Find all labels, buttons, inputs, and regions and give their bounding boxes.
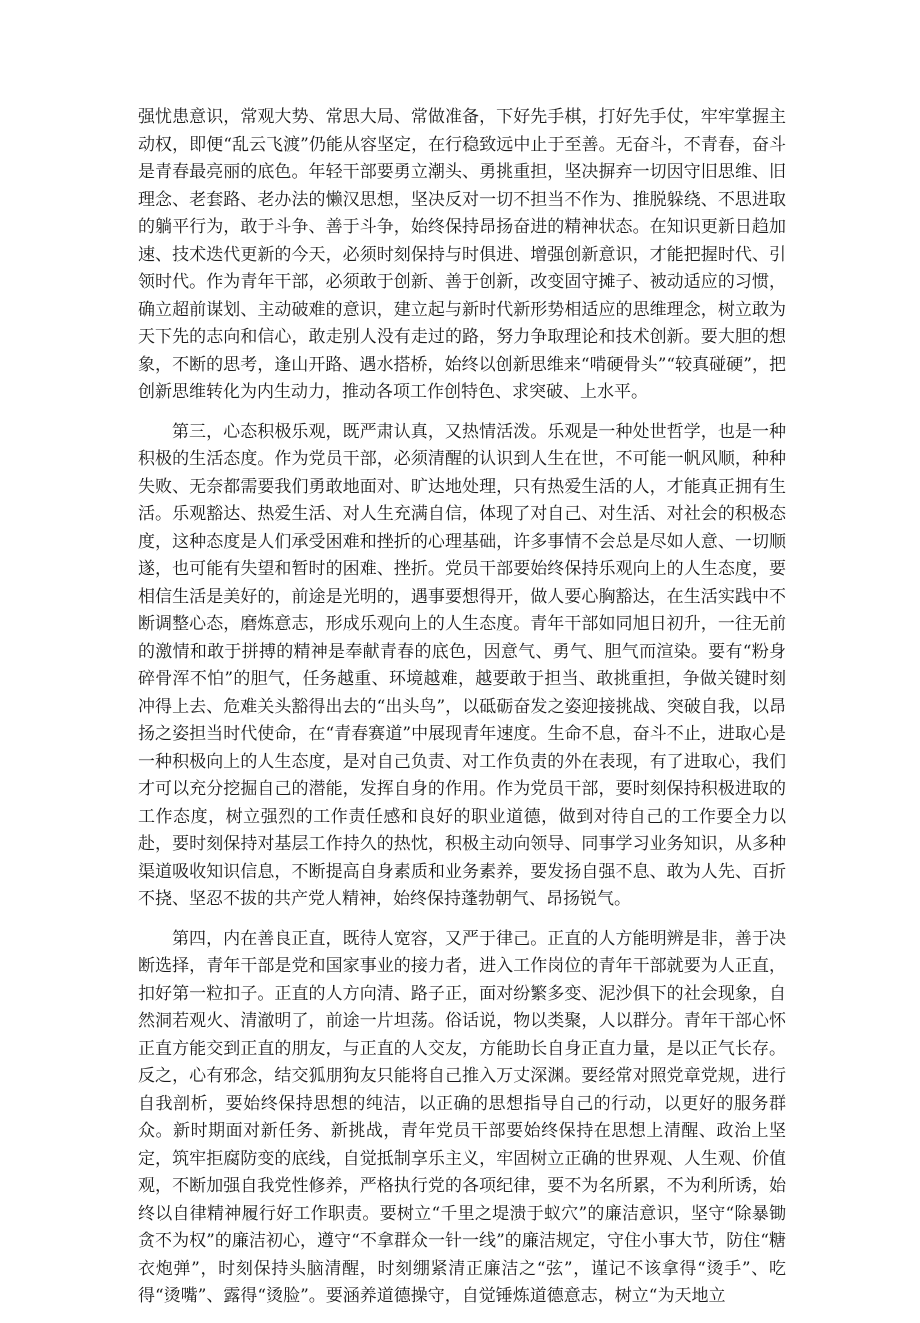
document-body [138, 104, 786, 1323]
paragraph-1: 强忧患意识，常观大势、常思大局、常做准备，下好先手棋，打好先手仗，牢牢掌握主动权，即便“乱云飞渡”仍能从容坚定，在行稳致远中止于至善。无奋斗，不青春，奋斗是青春最亮丽的底色。年轻干部要勇立潮头、勇挑重担，坚决摒弃一切因守旧思维、旧理念、老套路、老办法的懒汉思想，坚决反对一切不担当不作为、推脱躲绕、不思进取的躺平行为，敢于斗争、善于斗争，始终保持昂扬奋进的精神状态。在知识更新日趋加速、技术迭代更新的今天，必须时刻保持与时俱进、增强创新意识，才能把握时代、引领时代。作为青年干部，必须敢于创新、善于创新，改变固守摊子、被动适应的习惯，确立超前谋划、主动破难的意识，建立起与新时代新形势相适应的思维理念，树立敢为天下先的志向和信心，敢走别人没有走过的路，努力争取理论和技术创新。要大胆的想象，不断的思考，逢山开路、遇水搭桥，始终以创新思维来“啃硬骨头”“较真碰硬”，把创新思维转化为内生动力，推动各项工作创特色、求突破、上水平。 [138, 107, 786, 402]
paragraph-3: 第四，内在善良正直，既待人宽容，又严于律己。正直的人方能明辨是非，善于决断选择，青年干部是党和国家事业的接力者，进入工作岗位的青年干部就要为人正直，扣好第一粒扣子。正直的人方向清、路子正，面对纷繁多变、泥沙俱下的社会现象，自然洞若观火、清澈明了，前途一片坦荡。俗话说，物以类聚，人以群分。青年干部心怀正直方能交到正直的朋友，与正直的人交友，方能助长自身正直力量，是以正气长存。反之，心有邪念，结交狐朋狗友只能将自己推入万丈深渊。要经常对照党章党规，进行自我剖析，要始终保持思想的纯洁，以正确的思想指导自己的行动，以更好的服务群众。新时期面对新任务、新挑战，青年党员干部要始终保持在思想上清醒、政治上坚定，筑牢拒腐防变的底线，自觉抵制享乐主义，牢固树立正确的世界观、人生观、价值观，不断加强自我党性修养，严格执行党的各项纪律，要不为名所累，不为利所诱，始终以自律精神履行好工作职责。要树立“千里之堤溃于蚁穴”的廉洁意识，坚守“除暴锄贪不为权”的廉洁初心，遵守“不拿群众一针一线”的廉洁规定，守住小事大节，防住“糖衣炮弹”，时刻保持头脑清醒，时刻绷紧清正廉洁之“弦”，谨记不该拿得“烫手”、吃得“烫嘴”、露得“烫脸”。要涵养道德操守，自觉锤炼道德意志，树立“为天地立 [138, 928, 786, 1306]
paragraph-2: 第三，心态积极乐观，既严肃认真，又热情活泼。乐观是一种处世哲学，也是一种积极的生活态度。作为党员干部，必须清醒的认识到人生在世，不可能一帆风顺，种种失败、无奈都需要我们勇敢地面对、旷达地处理，只有热爱生活的人，才能真正拥有生活。乐观豁达、热爱生活、对人生充满自信，体现了对自己、对生活、对社会的积极态度，这种态度是人们承受困难和挫折的心理基础，许多事情不会总是尽如人意、一切顺遂，也可能有失望和暂时的困难、挫折。党员干部要始终保持乐观向上的人生态度，要相信生活是美好的，前途是光明的，遇事要想得开，做人要心胸豁达，在生活实践中不断调整心态，磨炼意志，形成乐观向上的人生态度。青年干部如同旭日初升，一往无前的激情和敢于拼搏的精神是奉献青春的底色，因意气、勇气、胆气而渲染。要有“粉身碎骨浑不怕”的胆气，任务越重、环境越难，越要敢于担当、敢挑重担，争做关键时刻冲得上去、危难关头豁得出去的“出头鸟”，以砥砺奋发之姿迎接挑战、突破自我，以昂扬之姿担当时代使命，在“青春赛道”中展现青年速度。生命不息，奋斗不止，进取心是一种积极向上的人生态度，是对自己负责、对工作负责的外在表现，有了进取心，我们才可以充分挖掘自己的潜能，发挥自身的作用。作为党员干部，要时刻保持积极进取的工作态度，树立强烈的工作责任感和良好的职业道德，做到对待自己的工作要全力以赴，要时刻保持对基层工作持久的热忱，积极主动向领导、同事学习业务知识，从多种渠道吸收知识信息，不断提高自身素质和业务素养，要发扬自强不息、敢为人先、百折不挠、坚忍不拔的共产党人精神，始终保持蓬勃朝气、昂扬锐气。 [138, 421, 786, 909]
